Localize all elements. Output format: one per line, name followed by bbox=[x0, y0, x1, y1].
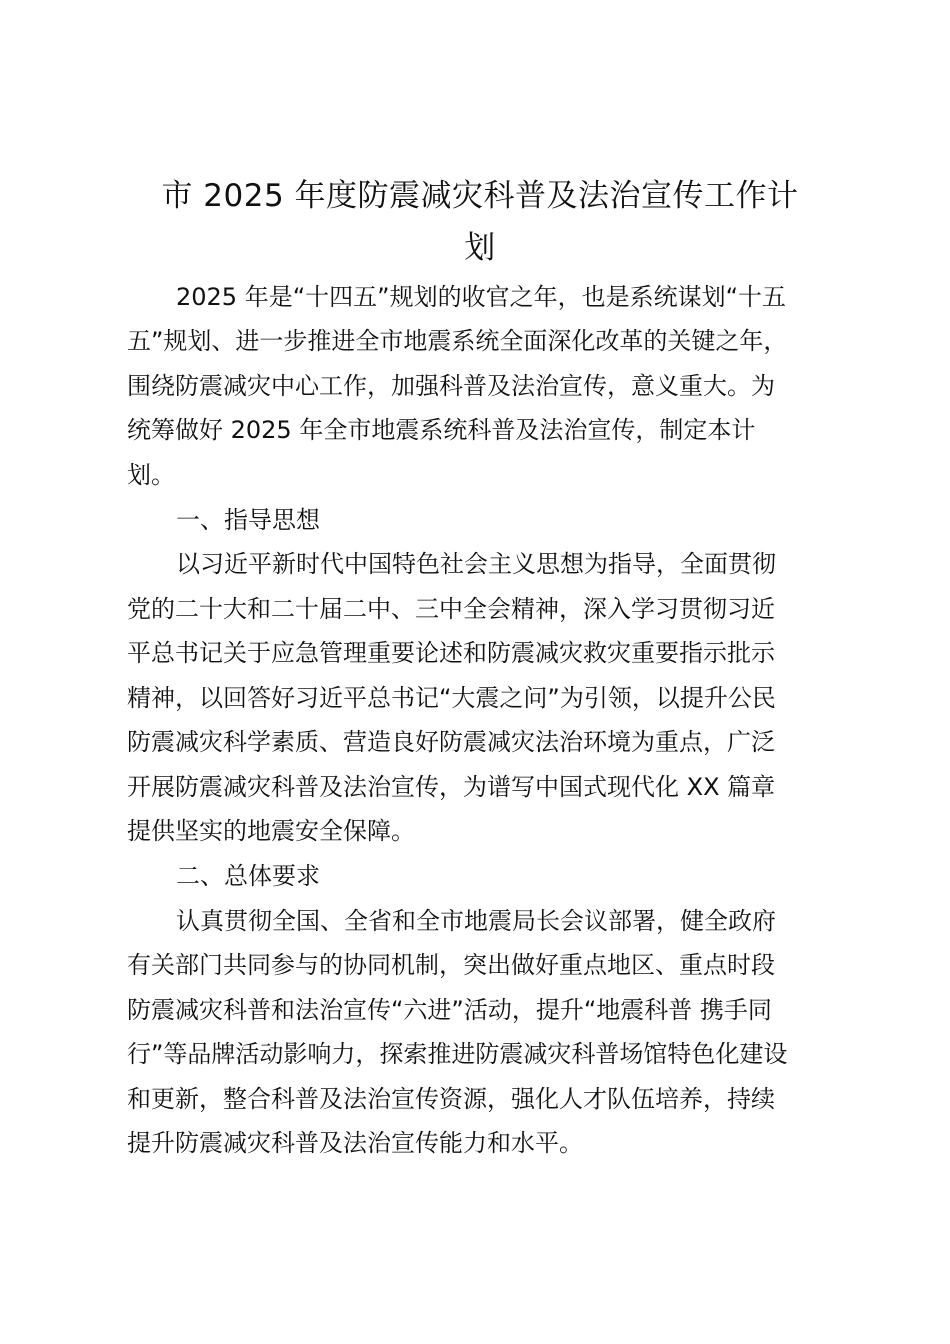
section1-line-2: 党的二十大和二十届二中、三中全会精神，深入学习贯彻习近 bbox=[127, 595, 775, 623]
section2-line-3: 防震减灾科普和法治宣传“六进”活动，提升“地震科普 携手同 bbox=[127, 996, 772, 1024]
section1-line-1: 以习近平新时代中国特色社会主义思想为指导，全面贯彻 bbox=[176, 550, 776, 578]
intro-line-5: 划。 bbox=[127, 461, 175, 489]
intro-line-3: 围绕防震减灾中心工作，加强科普及法治宣传，意义重大。为 bbox=[127, 372, 775, 400]
intro-line-1: 2025 年是“十四五”规划的收官之年，也是系统谋划“十五 bbox=[176, 283, 787, 311]
intro-line-2: 五”规划、进一步推进全市地震系统全面深化改革的关键之年， bbox=[127, 327, 788, 355]
section2-line-4: 行”等品牌活动影响力，探索推进防震减灾科普场馆特色化建设 bbox=[127, 1040, 788, 1068]
section2-line-1: 认真贯彻全国、全省和全市地震局长会议部署，健全政府 bbox=[176, 907, 776, 935]
section2-heading: 二、总体要求 bbox=[176, 862, 320, 890]
section2-line-2: 有关部门共同参与的协同机制，突出做好重点地区、重点时段 bbox=[127, 951, 775, 979]
section1-line-6: 开展防震减灾科普及法治宣传，为谱写中国式现代化 XX 篇章 bbox=[127, 773, 776, 801]
document-title-line-2: 划 bbox=[464, 230, 496, 266]
document-title-line-1: 市 2025 年度防震减灾科普及法治宣传工作计 bbox=[161, 178, 799, 214]
section1-line-7: 提供坚实的地震安全保障。 bbox=[127, 817, 415, 845]
section1-heading: 一、指导思想 bbox=[176, 506, 320, 534]
section1-line-3: 平总书记关于应急管理重要论述和防震减灾救灾重要指示批示 bbox=[127, 639, 775, 667]
section2-line-6: 提升防震减灾科普及法治宣传能力和水平。 bbox=[127, 1129, 583, 1157]
document-title bbox=[120, 170, 840, 274]
section2-line-5: 和更新，整合科普及法治宣传资源，强化人才队伍培养，持续 bbox=[127, 1085, 775, 1113]
section1-line-4: 精神，以回答好习近平总书记“大震之问”为引领，以提升公民 bbox=[127, 684, 776, 712]
intro-line-4: 统筹做好 2025 年全市地震系统科普及法治宣传，制定本计 bbox=[127, 416, 756, 444]
section1-line-5: 防震减灾科学素质、营造良好防震减灾法治环境为重点，广泛 bbox=[127, 728, 775, 756]
